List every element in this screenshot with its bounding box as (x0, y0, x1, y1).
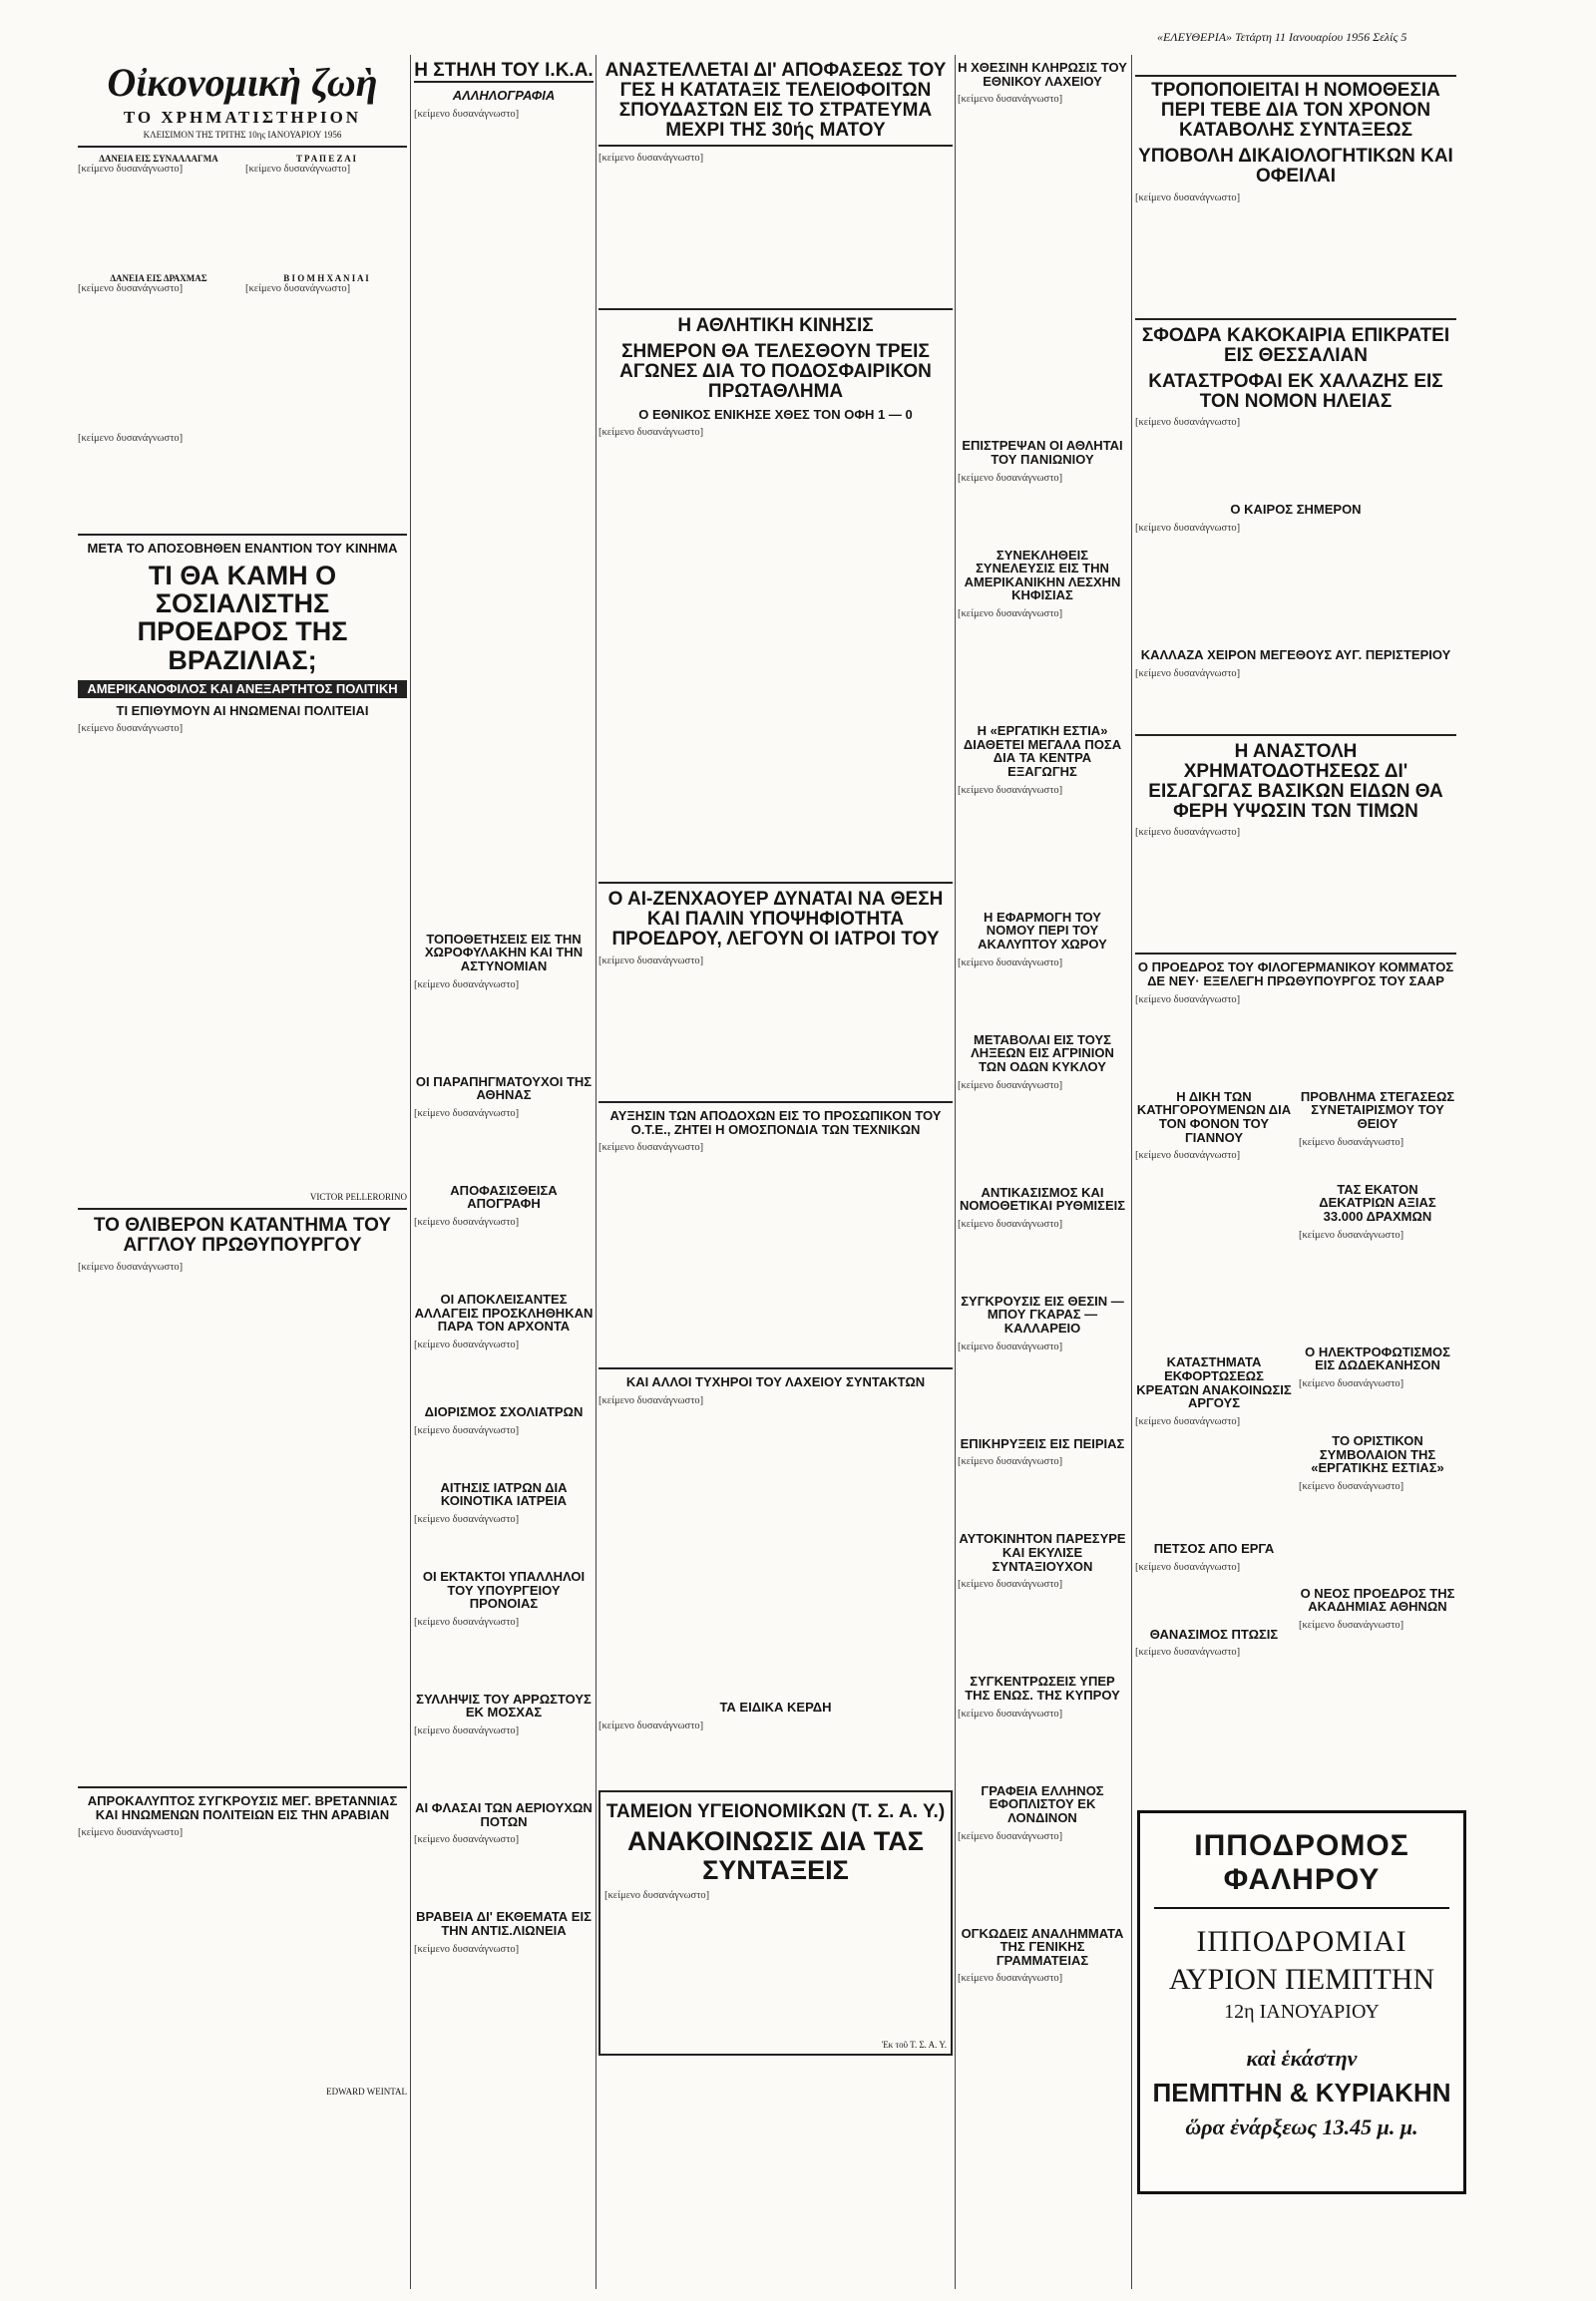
article-headline: ΣΦΟΔΡΑ ΚΑΚΟΚΑΙΡΙΑ ΕΠΙΚΡΑΤΕΙ ΕΙΣ ΘΕΣΣΑΛΙΑΝ (1141, 324, 1450, 366)
article-text: [κείμενο δυσανάγνωστο] (1135, 1150, 1241, 1162)
column-title: Η ΣΤΗΛΗ ΤΟΥ Ι.Κ.Α. (414, 60, 594, 81)
article-text: [κείμενο δυσανάγνωστο] (598, 152, 704, 164)
article-subhead: ΥΠΟΒΟΛΗ ΔΙΚΑΙΟΛΟΓΗΤΙΚΩΝ ΚΑΙ ΟΦΕΙΛΑΙ (1138, 145, 1453, 187)
announcement-title: ΤΑΜΕΙΟΝ ΥΓΕΙΟΝΟΜΙΚΩΝ (Τ. Σ. Α. Υ.) (605, 1800, 946, 1822)
article-text: [κείμενο δυσανάγνωστο] (1299, 1620, 1404, 1632)
divider (78, 534, 407, 536)
article-headline: ΣΥΛΛΗΨΙΣ ΤΟΥ ΑΡΡΩΣΤΟΥΣ ΕΚ ΜΟΣΧΑΣ (416, 1691, 592, 1721)
byline: VICTOR PELLERORINO (309, 1192, 407, 1203)
byline: EDWARD WEINTAL (326, 2087, 407, 2098)
article-text: [κείμενο δυσανάγνωστο] (958, 472, 1063, 484)
article-text: [κείμενο δυσανάγνωστο] (1299, 1377, 1404, 1389)
article-text: [κείμενο δυσανάγνωστο] (1299, 1136, 1404, 1148)
article-headline: ΤΡΟΠΟΠΟΙΕΙΤΑΙ Η ΝΟΜΟΘΕΣΙΑ ΠΕΡΙ ΤΕΒΕ ΔΙΑ ΤΟΝ ΧΡΟΝΟΝ ΚΑΤΑΒΟΛΗΣ ΣΥΝΤΑΞΕΩΣ (1135, 75, 1456, 141)
article-headline: ΣΗΜΕΡΟΝ ΘΑ ΤΕΛΕΣΘΟΥΝ ΤΡΕΙΣ ΑΓΩΝΕΣ ΔΙΑ ΤΟ ΠΟΔΟΣΦΑΙΡΙΚΟΝ ΠΡΩΤΑΘΛΗΜΑ (619, 340, 932, 402)
article-text: [κείμενο δυσανάγνωστο] (414, 1217, 520, 1229)
divider (1135, 734, 1456, 736)
article-headline: ΘΑΝΑΣΙΜΟΣ ΠΤΩΣΙΣ (1149, 1626, 1279, 1642)
article-headline: ΤΙ ΘΑ ΚΑΜΗ Ο ΣΟΣΙΑΛΙΣΤΗΣ ΠΡΟΕΔΡΟΣ ΤΗΣ ΒΡΑΖΙΛΙΑΣ; (137, 560, 348, 675)
article-text: [κείμενο δυσανάγνωστο] (414, 978, 520, 990)
article-headline: ΟΙ ΠΑΡΑΠΗΓΜΑΤΟΥΧΟΙ ΤΗΣ ΑΘΗΝΑΣ (415, 1073, 593, 1103)
column-economy (78, 55, 407, 2289)
article-text: [κείμενο δυσανάγνωστο] (958, 1830, 1063, 1842)
article-headline: ΤΟ ΟΡΙΣΤΙΚΟΝ ΣΥΜΒΟΛΑΙΟΝ ΤΗΣ «ΕΡΓΑΤΙΚΗΣ ΕΣΤΙΑΣ» (1311, 1432, 1444, 1476)
article-headline: Ο ΠΡΟΕΔΡΟΣ ΤΟΥ ΦΙΛΟΓΕΡΜΑΝΙΚΟΥ ΚΟΜΜΑΤΟΣ ΔΕ ΝΕΥ· ΕΞΕΛΕΓΗ ΠΡΩΘΥΠΟΥΡΓΟΣ ΤΟΥ ΣΑΑΡ (1137, 959, 1454, 989)
article-text: [κείμενο δυσανάγνωστο] (598, 955, 704, 966)
article-headline: ΑΠΟΦΑΣΙΣΘΕΙΣΑ ΑΠΟΓΡΑΦΗ (450, 1182, 558, 1212)
announcement-text: [κείμενο δυσανάγνωστο] (604, 1890, 710, 1902)
article-headline: ΟΓΚΩΔΕΙΣ ΑΝΑΛΗΜΜΑΤΑ ΤΗΣ ΓΕΝΙΚΗΣ ΓΡΑΜΜΑΤΕΙΑΣ (961, 1925, 1124, 1968)
divider (1135, 318, 1456, 320)
article-text: [κείμενο δυσανάγνωστο] (598, 1394, 704, 1406)
article-headline: ΣΥΓΚΡΟΥΣΙΣ ΕΙΣ ΘΕΣΙΝ — ΜΠΟΥ ΓΚΑΡΑΣ — ΚΑΛΛΑΡΕΙΟ (961, 1293, 1124, 1337)
article-text: [κείμενο δυσανάγνωστο] (414, 1834, 520, 1846)
table-title: Β Ι Ο Μ Η Χ Α Ν Ι Α Ι (283, 273, 369, 283)
ad-time: ὥρα ἐνάρξεως 13.45 μ. μ. (1185, 2114, 1418, 2139)
article-headline: ΑΥΞΗΣΙΝ ΤΩΝ ΑΠΟΔΟΧΩΝ ΕΙΣ ΤΟ ΠΡΟΣΩΠΙΚΟΝ ΤΟΥ Ο.Τ.Ε., ΖΗΤΕΙ Η ΟΜΟΣΠΟΝΔΙΑ ΤΩΝ ΤΕΧΝΙΚΩΝ (609, 1107, 942, 1137)
column-rule (1131, 55, 1132, 2289)
article-text: [κείμενο δυσανάγνωστο] (1299, 1480, 1404, 1492)
article-headline: Η «ΕΡΓΑΤΙΚΗ ΕΣΤΙΑ» ΔΙΑΘΕΤΕΙ ΜΕΓΑΛΑ ΠΟΣΑ ΔΙΑ ΤΑ ΚΕΝΤΡΑ ΕΞΑΓΩΓΗΣ (963, 723, 1122, 780)
section-title: Η ΑΘΛΗΤΙΚΗ ΚΙΝΗΣΙΣ (677, 314, 874, 336)
article-subhead: ΚΑΤΑΣΤΡΟΦΑΙ ΕΚ ΧΑΛΑΖΗΣ ΕΙΣ ΤΟΝ ΝΟΜΟΝ ΗΛΕΙΑΣ (1148, 370, 1443, 412)
article-headline: ΑΥΤΟΚΙΝΗΤΟΝ ΠΑΡΕΣΥΡΕ ΚΑΙ ΕΚΥΛΙΣΕ ΣΥΝΤΑΞΙΟΥΧΟΝ (959, 1531, 1126, 1574)
article-text: [κείμενο δυσανάγνωστο] (958, 1456, 1063, 1468)
article-headline: ΤΑΣ ΕΚΑΤΟΝ ΔΕΚΑΤΡΙΩΝ ΑΞΙΑΣ 33.000 ΔΡΑΧΜΩΝ (1319, 1181, 1436, 1224)
column-rule (410, 55, 411, 2289)
article-headline: ΚΑΙ ΑΛΛΟΙ ΤΥΧΗΡΟΙ ΤΟΥ ΛΑΧΕΙΟΥ ΣΥΝΤΑΚΤΩΝ (625, 1374, 926, 1390)
article-headline: Η ΑΝΑΣΤΟΛΗ ΧΡΗΜΑΤΟΔΟΤΗΣΕΩΣ ΔΙ' ΕΙΣΑΓΩΓΑΣ ΒΑΣΙΚΩΝ ΕΙΔΩΝ ΘΑ ΦΕΡΗ ΥΨΩΣΙΝ ΤΩΝ ΤΙΜΩΝ (1148, 740, 1443, 822)
divider (598, 308, 953, 310)
article-headline: Η ΔΙΚΗ ΤΩΝ ΚΑΤΗΓΟΡΟΥΜΕΝΩΝ ΔΙΑ ΤΟΝ ΦΟΝΟΝ ΤΟΥ ΓΙΑΝΝΟΥ (1136, 1088, 1292, 1145)
column-rule (955, 55, 956, 2289)
article-headline: ΑΙ ΦΛΑΣΑΙ ΤΩΝ ΑΕΡΙΟΥΧΩΝ ΠΟΤΩΝ (415, 1800, 593, 1829)
column-news (598, 55, 953, 2289)
article-text: [κείμενο δυσανάγνωστο] (598, 427, 704, 439)
ad-days: ΠΕΜΠΤΗΝ & ΚΥΡΙΑΚΗΝ (1152, 2078, 1451, 2108)
divider (78, 1786, 407, 1788)
article-subhead: ΚΑΛΛΑΖΑ ΧΕΙΡΟΝ ΜΕΓΕΘΟΥΣ ΑΥΓ. ΠΕΡΙΣΤΕΡΙΟΥ (1140, 647, 1451, 663)
article-headline: ΤΟΠΟΘΕΤΗΣΕΙΣ ΕΙΣ ΤΗΝ ΧΩΡΟΦΥΛΑΚΗΝ ΚΑΙ ΤΗΝ ΑΣΤΥΝΟΜΙΑΝ (424, 931, 584, 973)
article-headline: ΓΡΑΦΕΙΑ ΕΛΛΗΝΟΣ ΕΦΟΠΛΙΣΤΟΥ ΕΚ ΛΟΝΔΙΝΟΝ (981, 1782, 1104, 1825)
article-text: [κείμενο δυσανάγνωστο] (414, 1943, 520, 1955)
ad-title: ΙΠΠΟΔΡΟΜΟΣ ΦΑΛΗΡΟΥ (1194, 1829, 1409, 1896)
article-headline: Ο ΝΕΟΣ ΠΡΟΕΔΡΟΣ ΤΗΣ ΑΚΑΔΗΜΙΑΣ ΑΘΗΝΩΝ (1300, 1585, 1455, 1615)
article-text: [κείμενο δυσανάγνωστο] (958, 784, 1063, 796)
stock-table: [κείμενο δυσανάγνωστο] (245, 283, 351, 294)
article-kicker: ΜΕΤΑ ΤΟ ΑΠΟΣΟΒΗΘΕΝ ΕΝΑΝΤΙΟΝ ΤΟΥ ΚΙΝΗΜΑ (87, 541, 398, 556)
article-text: [κείμενο δυσανάγνωστο] (958, 1079, 1063, 1091)
article-text: [κείμενο δυσανάγνωστο] (598, 1142, 704, 1154)
article-headline: ΑΝΑΣΤΕΛΛΕΤΑΙ ΔΙ' ΑΠΟΦΑΣΕΩΣ ΤΟΥ ΓΕΣ Η ΚΑΤΑΤΑΞΙΣ ΤΕΛΕΙΟΦΟΙΤΩΝ ΣΠΟΥΔΑΣΤΩΝ ΕΙΣ ΤΟ ΣΤΡΑΤΕΥΜΑ ΜΕΧΡΙ ΤΗΣ 30ής ΜΑΤΟΥ (598, 61, 953, 147)
article-subhead: Ο ΚΑΙΡΟΣ ΣΗΜΕΡΟΝ (1230, 502, 1362, 518)
section-masthead: Οἰκονομικὴ ζωὴ (107, 60, 378, 105)
article-text: [κείμενο δυσανάγνωστο] (1135, 1415, 1241, 1427)
article-text: [κείμενο δυσανάγνωστο] (958, 608, 1063, 620)
announcement-signature: Ἐκ τοῦ Τ. Σ. Α. Υ. (881, 2040, 947, 2051)
hippodrome-advertisement (1137, 1810, 1466, 2194)
column-lottery (958, 55, 1127, 2289)
table-title: Τ Ρ Α Π Ε Ζ Α Ι (295, 154, 357, 164)
stock-table: [κείμενο δυσανάγνωστο] (78, 164, 184, 175)
column-subtitle: ΑΛΛΗΛΟΓΡΑΦΙΑ (452, 87, 556, 103)
table-title: ΔΑΝΕΙΑ ΕΙΣ ΔΡΑΧΜΑΣ (110, 273, 207, 283)
announcement-box (598, 1790, 953, 2057)
article-text: [κείμενο δυσανάγνωστο] (78, 723, 184, 735)
table-title: ΔΑΝΕΙΑ ΕΙΣ ΣΥΝΑΛΛΑΓΜΑ (99, 154, 218, 164)
article-text: [κείμενο δυσανάγνωστο] (958, 1341, 1063, 1352)
page-header: «ΕΛΕΥΘΕΡΙΑ» Τετάρτη 11 Ιανουαρίου 1956 Σελίς 5 (1157, 30, 1407, 44)
article-text: [κείμενο δυσανάγνωστο] (414, 1424, 520, 1436)
article-text: [κείμενο δυσανάγνωστο] (958, 1973, 1063, 1985)
article-text: [κείμενο δυσανάγνωστο] (958, 957, 1063, 968)
article-subhead: ΤΑ ΕΙΔΙΚΑ ΚΕΡΔΗ (719, 1699, 832, 1715)
divider (78, 1208, 407, 1210)
article-subhead: Ο ΕΘΝΙΚΟΣ ΕΝΙΚΗΣΕ ΧΘΕΣ ΤΟΝ ΟΦΗ 1 — 0 (638, 406, 913, 422)
article-text: [κείμενο δυσανάγνωστο] (1135, 993, 1241, 1005)
announcement-headline: ΑΝΑΚΟΙΝΩΣΙΣ ΔΙΑ ΤΑΣ ΣΥΝΤΑΞΕΙΣ (627, 1826, 924, 1885)
section-subtitle: ΤΟ ΧΡΗΜΑΤΙΣΤΗΡΙΟΝ (123, 108, 362, 127)
article-text: [κείμενο δυσανάγνωστο] (78, 1262, 184, 1274)
article-headline: ΜΕΤΑΒΟΛΑΙ ΕΙΣ ΤΟΥΣ ΛΗΞΕΩΝ ΕΙΣ ΑΓΡΙΝΙΟΝ ΤΩΝ ΟΔΩΝ ΚΥΚΛΟΥ (971, 1031, 1114, 1074)
divider (598, 882, 953, 884)
article-text: [κείμενο δυσανάγνωστο] (598, 1720, 704, 1731)
section-date: ΚΛΕΙΣΙΜΟΝ ΤΗΣ ΤΡΙΤΗΣ 10ης ΙΑΝΟΥΑΡΙΟΥ 1956 (143, 130, 342, 140)
article-headline: ΑΝΤΙΚΑΣΙΣΜΟΣ ΚΑΙ ΝΟΜΟΘΕΤΙΚΑΙ ΡΥΘΜΙΣΕΙΣ (959, 1184, 1126, 1214)
article-text: [κείμενο δυσανάγνωστο] (1135, 417, 1241, 429)
article-text: [κείμενο δυσανάγνωστο] (1135, 827, 1241, 839)
divider (598, 1101, 953, 1103)
article-headline: ΣΥΓΚΕΝΤΡΩΣΕΙΣ ΥΠΕΡ ΤΗΣ ΕΝΩΣ. ΤΗΣ ΚΥΠΡΟΥ (965, 1674, 1120, 1703)
article-headline: ΔΙΟΡΙΣΜΟΣ ΣΧΟΛΙΑΤΡΩΝ (424, 1403, 584, 1419)
ad-date: 12η ΙΑΝΟΥΑΡΙΟΥ (1224, 2001, 1380, 2023)
stock-table: [κείμενο δυσανάγνωστο] (245, 164, 351, 175)
article-text: [κείμενο δυσανάγνωστο] (1135, 523, 1241, 535)
article-text: [κείμενο δυσανάγνωστο] (78, 1827, 184, 1839)
article-headline: ΕΠΙΚΗΡΥΞΕΙΣ ΕΙΣ ΠΕΙΡΙΑΣ (960, 1435, 1125, 1451)
article-text: [κείμενο δυσανάγνωστο] (958, 1708, 1063, 1720)
article-text: [κείμενο δυσανάγνωστο] (414, 1513, 520, 1525)
article-headline: Η ΧΘΕΣΙΝΗ ΚΛΗΡΩΣΙΣ ΤΟΥ ΕΘΝΙΚΟΥ ΛΑΧΕΙΟΥ (958, 60, 1127, 89)
article-headline: ΤΟ ΘΛΙΒΕΡΟΝ ΚΑΤΑΝΤΗΜΑ ΤΟΥ ΑΓΓΛΟΥ ΠΡΩΘΥΠΟΥΡΓΟΥ (93, 1215, 392, 1257)
article-headline: Η ΕΦΑΡΜΟΓΗ ΤΟΥ ΝΟΜΟΥ ΠΕΡΙ ΤΟΥ ΑΚΑΛΥΠΤΟΥ ΧΩΡΟΥ (978, 909, 1107, 952)
article-headline: Ο ΑΙ-ΖΕΝΧΑΟΥΕΡ ΔΥΝΑΤΑΙ ΝΑ ΘΕΣΗ ΚΑΙ ΠΑΛΙΝ ΥΠΟΨΗΦΙΟΤΗΤΑ ΠΡΟΕΔΡΟΥ, ΛΕΓΟΥΝ ΟΙ ΙΑΤΡΟΙ ΤΟΥ (607, 889, 944, 951)
article-text: [κείμενο δυσανάγνωστο] (1135, 1647, 1241, 1659)
article-text: [κείμενο δυσανάγνωστο] (958, 1579, 1063, 1591)
article-text: [κείμενο δυσανάγνωστο] (958, 1218, 1063, 1230)
article-headline: ΒΡΑΒΕΙΑ ΔΙ' ΕΚΘΕΜΑΤΑ ΕΙΣ ΤΗΝ ΑΝΤΙΣ.ΛΙΩΝΕΙΑ (416, 1909, 592, 1939)
ad-line: ΙΠΠΟΔΡΟΜΙΑΙ (1196, 1925, 1407, 1958)
article-headline: ΣΥΝΕΚΛΗΘΕΙΣ ΣΥΝΕΛΕΥΣΙΣ ΕΙΣ ΤΗΝ ΑΜΕΡΙΚΑΝΙΚΗΝ ΛΕΣΧΗΝ ΚΗΦΙΣΙΑΣ (964, 547, 1121, 603)
article-subhead: ΑΜΕΡΙΚΑΝΟΦΙΛΟΣ ΚΑΙ ΑΝΕΞΑΡΤΗΤΟΣ ΠΟΛΙΤΙΚΗ (78, 680, 407, 698)
ad-line: ΑΥΡΙΟΝ ΠΕΜΠΤΗΝ (1168, 1963, 1435, 1996)
column-rule (596, 55, 597, 2289)
article-text: [κείμενο δυσανάγνωστο] (414, 1616, 520, 1628)
stock-table: [κείμενο δυσανάγνωστο] (78, 283, 184, 294)
article-headline: ΟΙ ΕΚΤΑΚΤΟΙ ΥΠΑΛΛΗΛΟΙ ΤΟΥ ΥΠΟΥΡΓΕΙΟΥ ΠΡΟΝΟΙΑΣ (422, 1568, 586, 1612)
article-text: [κείμενο δυσανάγνωστο] (414, 1726, 520, 1737)
article-text: [κείμενο δυσανάγνωστο] (414, 1107, 520, 1119)
article-headline: ΑΙΤΗΣΙΣ ΙΑΤΡΩΝ ΔΙΑ ΚΟΙΝΟΤΙΚΑ ΙΑΤΡΕΙΑ (440, 1479, 568, 1509)
divider (78, 146, 407, 148)
article-subhead: ΤΙ ΕΠΙΘΥΜΟΥΝ ΑΙ ΗΝΩΜΕΝΑΙ ΠΟΛΙΤΕΙΑΙ (116, 702, 369, 718)
divider (1135, 953, 1456, 955)
ad-line: καὶ ἑκάστην (1246, 2046, 1358, 2071)
column-ika (414, 55, 594, 2289)
lottery-numbers: [κείμενο δυσανάγνωστο] (958, 94, 1063, 106)
article-headline: ΠΕΤΣΟΣ ΑΠΟ ΕΡΓΑ (1153, 1540, 1275, 1556)
article-text: [κείμενο δυσανάγνωστο] (1135, 667, 1241, 679)
article-text: [κείμενο δυσανάγνωστο] (1135, 192, 1241, 203)
article-text: [κείμενο δυσανάγνωστο] (414, 1339, 520, 1350)
article-text: [κείμενο δυσανάγνωστο] (78, 433, 184, 444)
article-headline: ΑΠΡΟΚΑΛΥΠΤΟΣ ΣΥΓΚΡΟΥΣΙΣ ΜΕΓ. ΒΡΕΤΑΝΝΙΑΣ ΚΑΙ ΗΝΩΜΕΝΩΝ ΠΟΛΙΤΕΙΩΝ ΕΙΣ ΤΗΝ ΑΡΑΒΙΑΝ (87, 1793, 398, 1822)
article-text: [κείμενο δυσανάγνωστο] (1135, 1561, 1241, 1573)
article-text: [κείμενο δυσανάγνωστο] (1299, 1229, 1404, 1241)
article-headline: Ο ΗΛΕΚΤΡΟΦΩΤΙΣΜΟΣ ΕΙΣ ΔΩΔΕΚΑΝΗΣΟΝ (1305, 1343, 1450, 1373)
divider (598, 1367, 953, 1369)
article-text: [κείμενο δυσανάγνωστο] (414, 108, 520, 120)
article-headline: ΕΠΙΣΤΡΕΨΑΝ ΟΙ ΑΘΛΗΤΑΙ ΤΟΥ ΠΑΝΙΩΝΙΟΥ (962, 438, 1123, 467)
article-headline: ΟΙ ΑΠΟΚΛΕΙΣΑΝΤΕΣ ΑΛΛΑΓΕΙΣ ΠΡΟΣΚΛΗΘΗΚΑΝ ΠΑΡΑ ΤΟΝ ΑΡΧΟΝΤΑ (414, 1292, 594, 1335)
article-headline: ΠΡΟΒΛΗΜΑ ΣΤΕΓΑΣΕΩΣ ΣΥΝΕΤΑΙΡΙΣΜΟΥ ΤΟΥ ΘΕΙΟΥ (1300, 1088, 1455, 1132)
article-headline: ΚΑΤΑΣΤΗΜΑΤΑ ΕΚΦΟΡΤΩΣΕΩΣ ΚΡΕΑΤΩΝ ΑΝΑΚΟΙΝΩΣΙΣ ΑΡΓΟΥΣ (1136, 1354, 1292, 1411)
